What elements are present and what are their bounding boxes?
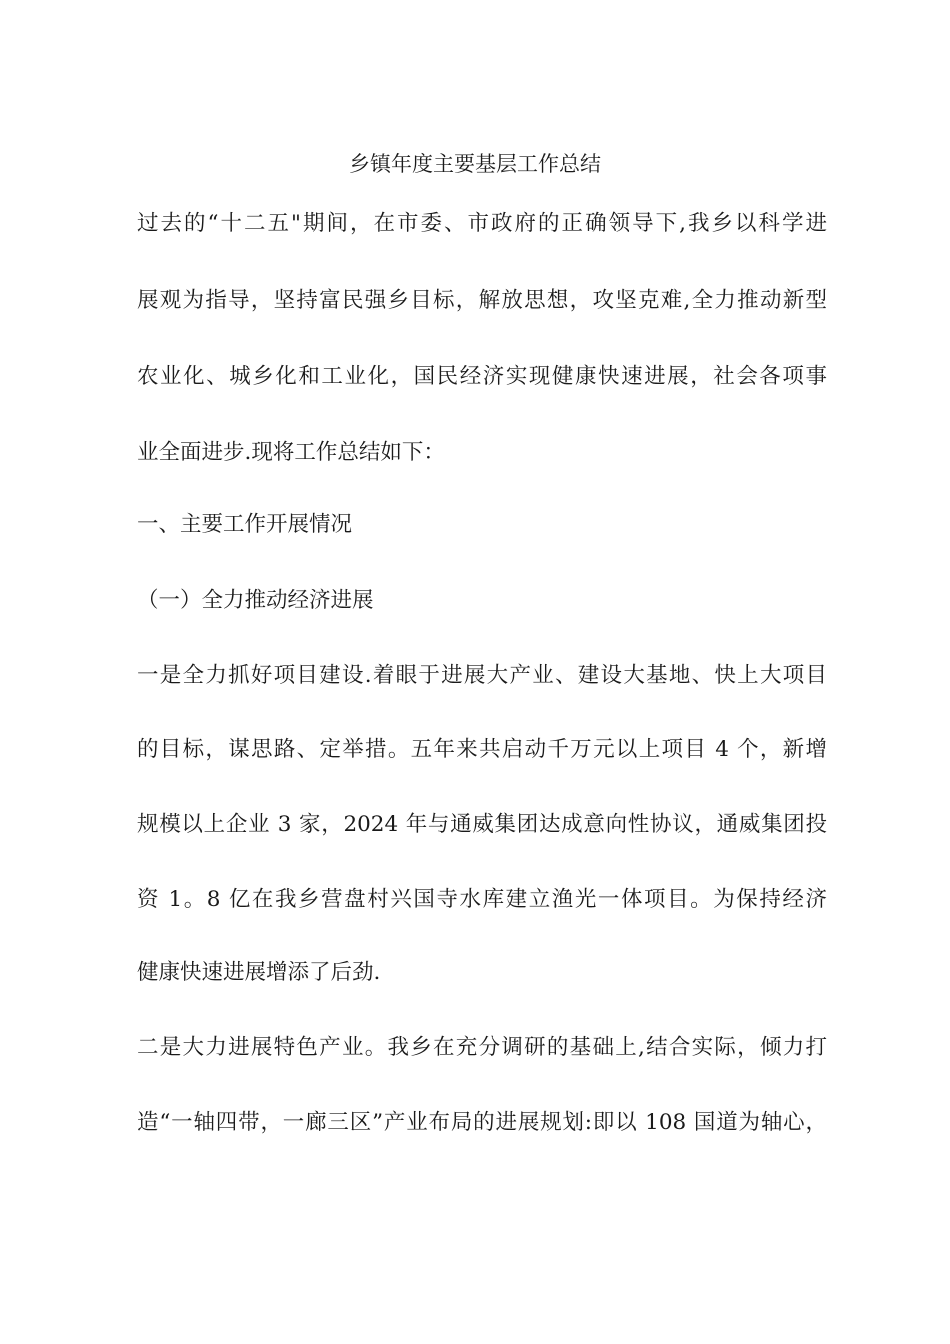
subsection-heading-1: （一）全力推动经济进展 [137,588,374,613]
paragraph-line-5: 一是全力抓好项目建设.着眼于进展大产业、建设大基地、快上大项目 [137,663,827,688]
paragraph-line-4: 业全面进步.现将工作总结如下： [137,440,445,465]
paragraph-line-3: 农业化、城乡化和工业化，国民经济实现健康快速进展，社会各项事 [137,364,827,389]
paragraph-line-10: 二是大力进展特色产业。我乡在充分调研的基础上,结合实际，倾力打 [137,1035,827,1060]
paragraph-line-7: 规模以上企业 3 家，2024 年与通威集团达成意向性协议，通威集团投 [137,812,827,837]
paragraph-line-2: 展观为指导，坚持富民强乡目标，解放思想，攻坚克难,全力推动新型 [137,288,827,313]
section-heading-1: 一、主要工作开展情况 [137,512,353,537]
paragraph-line-6: 的目标，谋思路、定举措。五年来共启动千万元以上项目 4 个，新增 [137,737,827,762]
paragraph-line-9: 健康快速进展增添了后劲. [137,960,381,985]
paragraph-line-8: 资 1。8 亿在我乡营盘村兴国寺水库建立渔光一体项目。为保持经济 [137,887,827,912]
document-title: 乡镇年度主要基层工作总结 [349,152,601,176]
paragraph-line-1: 过去的“十二五"期间，在市委、市政府的正确领导下,我乡以科学进 [137,211,827,236]
paragraph-line-11: 造“一轴四带，一廊三区”产业布局的进展规划:即以 108 国道为轴心， [137,1110,827,1135]
